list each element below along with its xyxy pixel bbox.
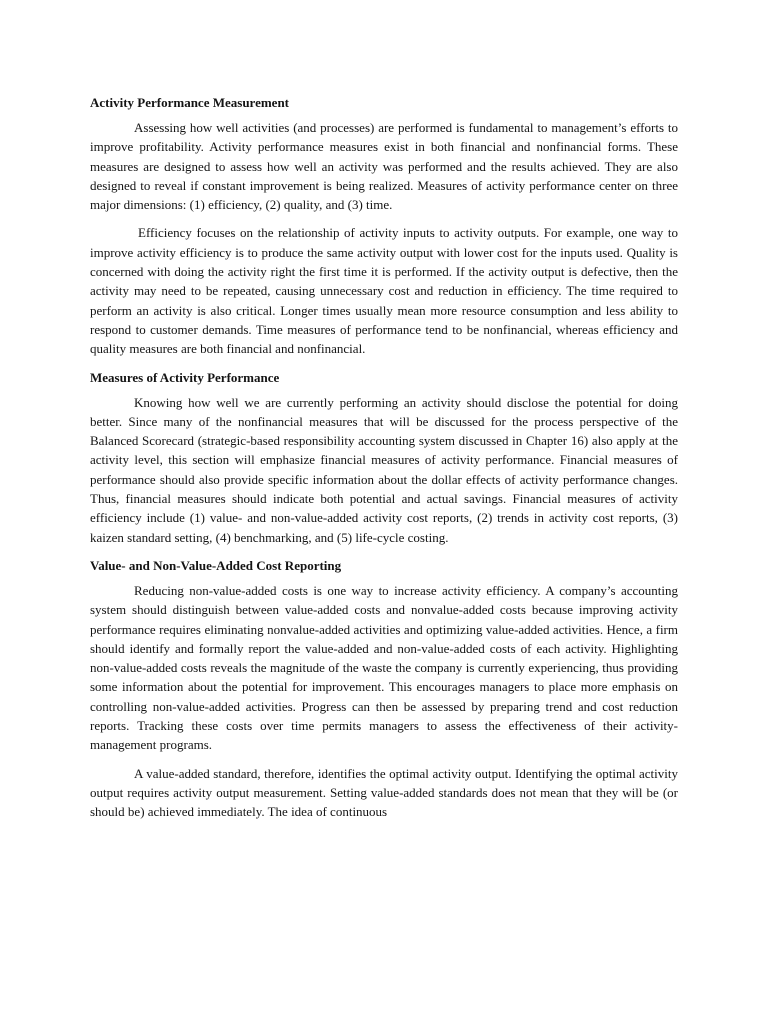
section1-paragraph-1: Knowing how well we are currently performing an activity should disclose the potential for doing better. Since many of the nonfinancial measures that will be discussed for the process perspective of the Balanced Scorecard (strategic-based responsibility accounting system discussed in Chapter 16) also apply at the activity level, this section will emphasize financial measures of activity performance. Financial measures of performance should also provide specific information about the dollar effects of activity performance changes. Thus, financial measures should indicate both potential and actual savings. Financial measures of activity efficiency include (1) value- and non-value-added activity cost reports, (2) trends in activity cost reports, (3) kaizen standard setting, (4) benchmarking, and (5) life-cycle costing. [90,394,678,545]
section-heading-value-reporting: Value- and Non-Value-Added Cost Reporting [90,557,342,573]
section2-paragraph-2: A value-added standard, therefore, identifies the optimal activity output. Identifying the optimal activity output requires activity output measurement. Setting value-added standards does not mean that they will be (or should be) achieved immediately. The idea of continuous [90,765,678,820]
intro-paragraph-2: Efficiency focuses on the relationship of activity inputs to activity outputs. For example, one way to improve activity efficiency is to produce the same activity output with lower cost for the inputs used. Quality is concerned with doing the activity right the first time it is performed. If the activity output is defective, then the activity may need to be repeated, causing unnecessary cost and reduction in efficiency. The time required to perform an activity is also critical. Longer times usually mean more resource consumption and less ability to respond to customer demands. Time measures of performance tend to be nonfinancial, whereas efficiency and quality measures are both financial and nonfinancial. [90,225,678,357]
section2-paragraph-1: Reducing non-value-added costs is one way to increase activity efficiency. A company’s accounting system should distinguish between value-added costs and nonvalue-added costs because improving activity performance requires eliminating nonvalue-added activities and optimizing value-added activities. Hence, a firm should identify and formally report the value-added and non-value-added costs of each activity. Highlighting non-value-added costs reveals the magnitude of the waste the company is currently experiencing, thus providing some information about the potential for improvement. This encourages managers to place more emphasis on controlling non-value-added activities. Progress can then be assessed by preparing trend and cost reduction reports. Tracking these costs over time permits managers to assess the effectiveness of their activity-management programs. [90,582,678,753]
section-heading-measures: Measures of Activity Performance [90,369,280,385]
intro-paragraph-1: Assessing how well activities (and processes) are performed is fundamental to management’s efforts to improve profitability. Activity performance measures exist in both financial and nonfinancial forms. These measures are designed to assess how well an activity was performed and the results achieved. They are also designed to reveal if constant improvement is being realized. Measures of activity performance center on three major dimensions: (1) efficiency, (2) quality, and (3) time. [90,120,678,213]
document-title: Activity Performance Measurement [90,95,290,110]
